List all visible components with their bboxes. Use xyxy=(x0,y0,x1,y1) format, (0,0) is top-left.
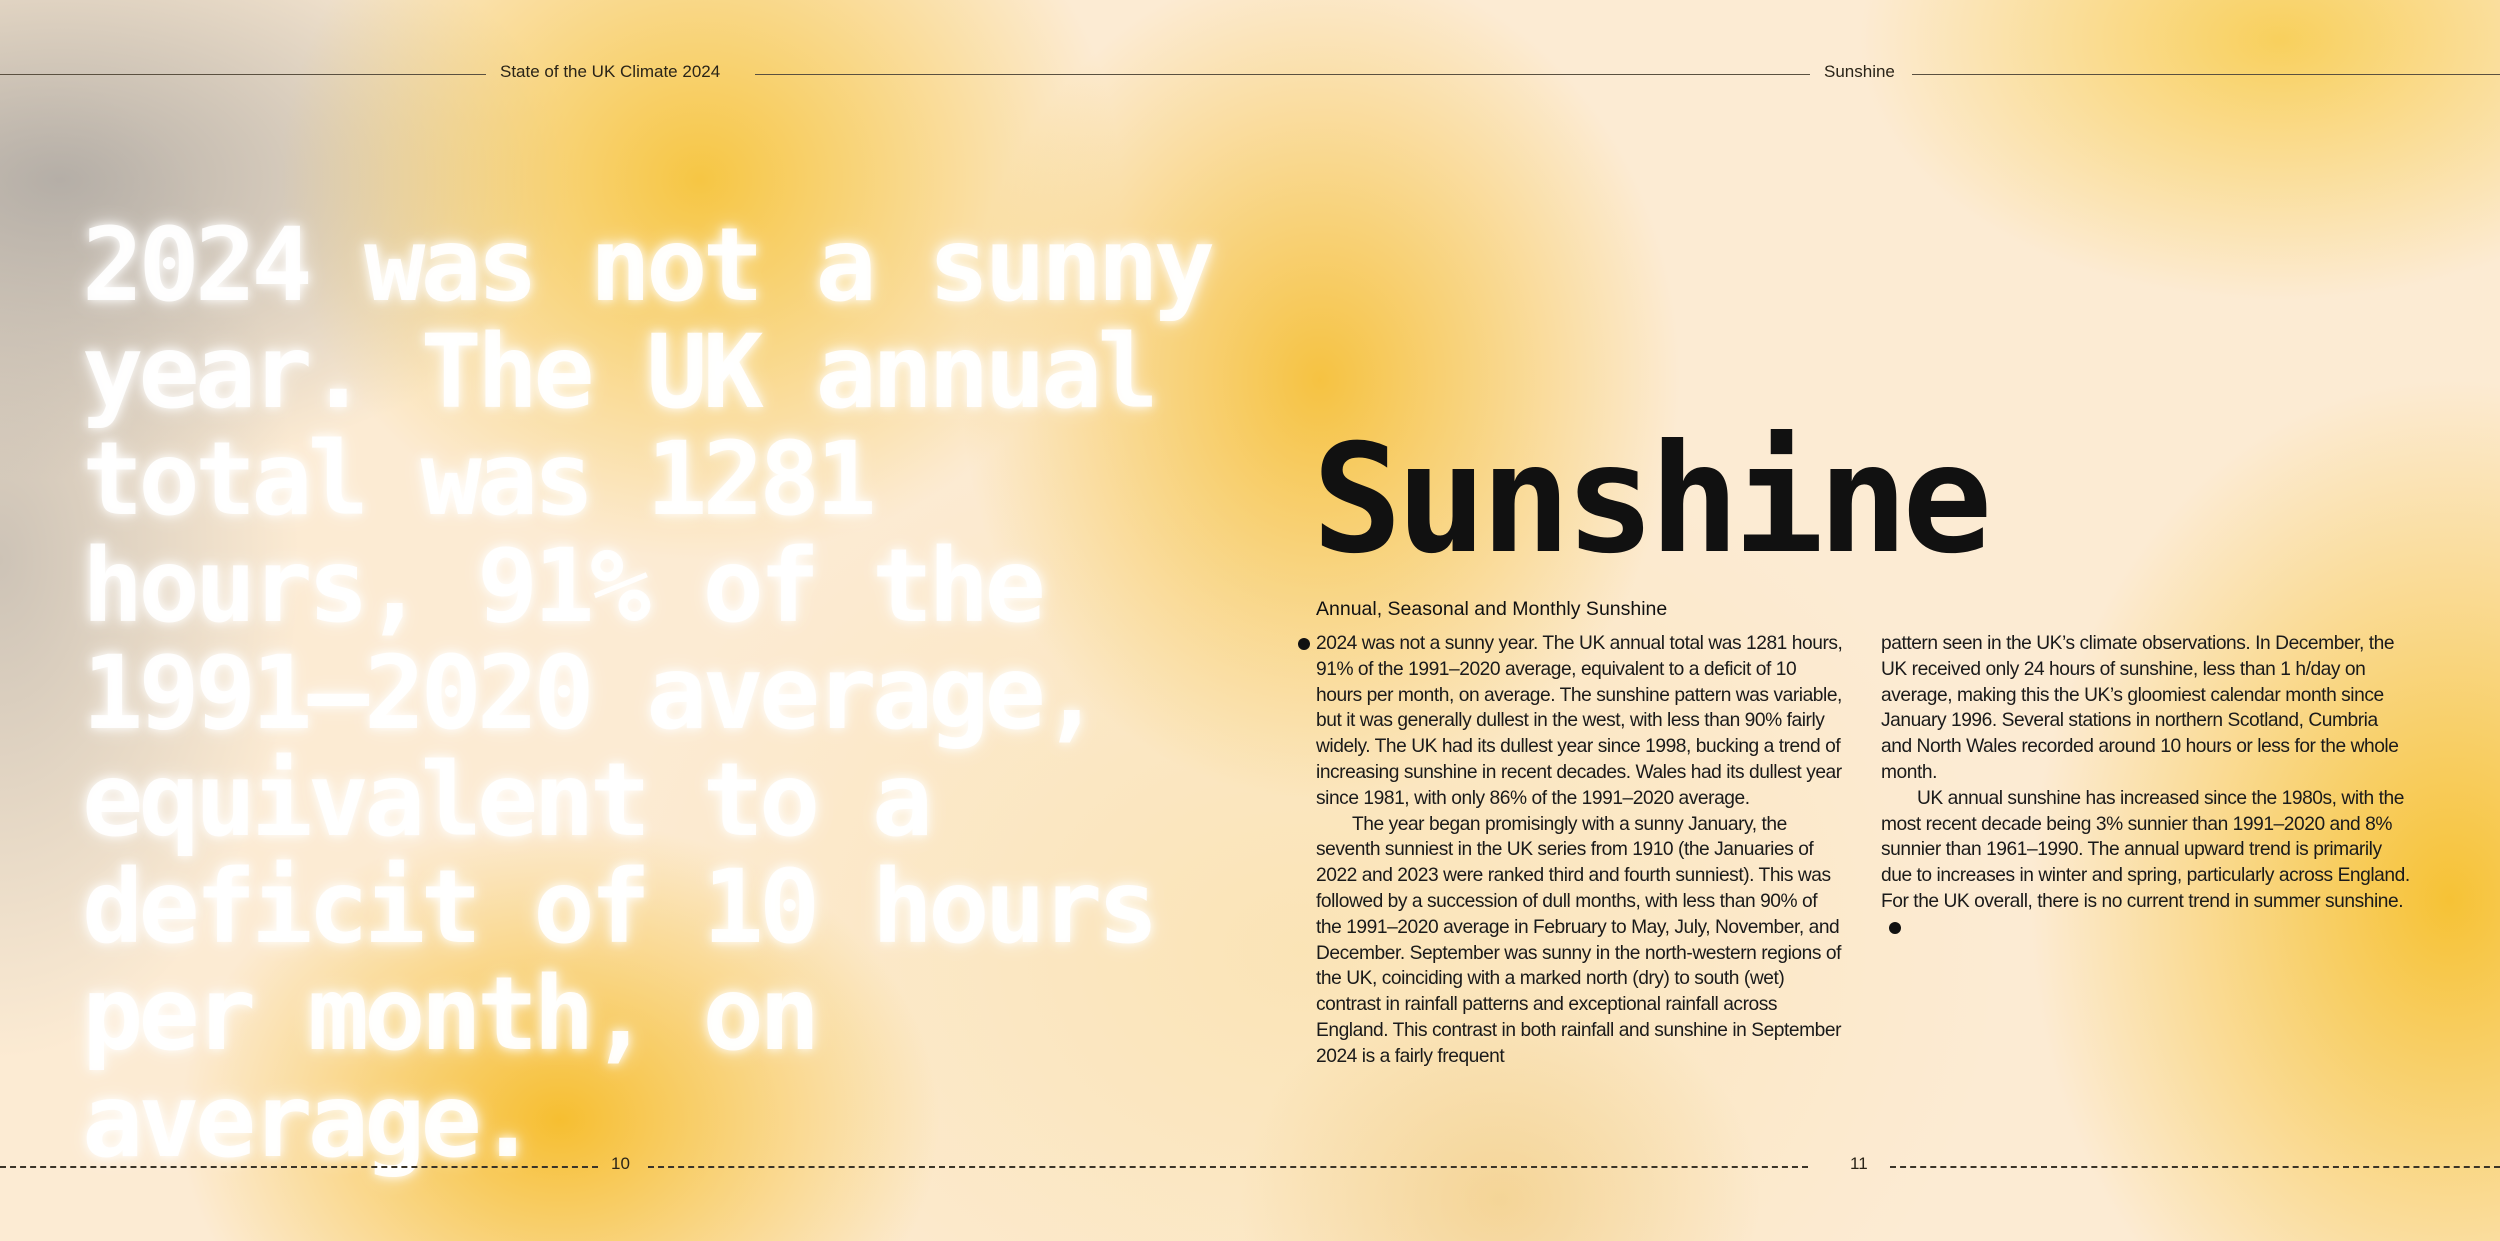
footer-rule-right xyxy=(1890,1166,2500,1168)
paragraph: pattern seen in the UK’s climate observations. In December, the UK received only 24 hours of sunshine, less than 1 h/day on average, making this the UK’s gloomiest calendar month since January 1996. Several stations in northern Scotland, Cumbria and North Wales recorded around 10 hours or less for the whole month. xyxy=(1881,633,2399,783)
paragraph: The year began promisingly with a sunny January, the seventh sunniest in the UK series from 1910 (the Januaries of 2022 and 2023 were ranked third and fourth sunniest). This was followed by a succession of dull months, with less than 90% of the 1991–2020 average in February to May, July, November, and December. September was sunny in the north-western regions of the UK, coinciding with a marked north (dry) to south (wet) contrast in rainfall patterns and exceptional rainfall across England. This contrast in both rainfall and sunshine in September 2024 is a fairly frequent xyxy=(1316,813,1842,1067)
pull-quote: 2024 was not a sunny year. The UK annual total was 1281 hours, 91% of the 1991–2020 average, equivalent to a deficit of 10 hours per month, on average. xyxy=(82,206,1211,1181)
page-number-right: 11 xyxy=(1850,1154,1868,1173)
paragraph-text: UK annual sunshine has increased since the 1980s, with the most recent decade being 3% sunnier than 1991–2020 and 8% sunnier than 1961–1990. The annual upward trend is primarily due to increases in winter and spring, particularly across England. For the UK overall, there is no current trend in summer sunshine. xyxy=(1881,787,2410,912)
paragraph xyxy=(1881,786,2411,941)
header-rule-left-a xyxy=(0,74,486,75)
end-bullet-icon xyxy=(1889,922,1901,934)
running-title: State of the UK Climate 2024 xyxy=(500,62,721,81)
header-rule-right xyxy=(1912,74,2500,75)
paragraph: 2024 was not a sunny year. The UK annual total was 1281 hours, 91% of the 1991–2020 average, equivalent to a deficit of 10 hours per month, on average. The sunshine pattern was variable, but it was generally dullest in the west, with less than 90% fairly widely. The UK had its dullest year since 1998, bucking a trend of increasing sunshine in recent decades. Wales had its dullest year since 1981, with only 86% of the 1991–2020 average. xyxy=(1316,633,1843,809)
text-column-1 xyxy=(1316,631,1846,1070)
page-number-left: 10 xyxy=(611,1154,630,1173)
start-bullet-icon xyxy=(1298,638,1310,650)
section-subheading: Annual, Seasonal and Monthly Sunshine xyxy=(1316,598,1668,620)
header-rule-middle xyxy=(755,74,1810,75)
text-column-2 xyxy=(1881,631,2411,941)
section-title: Sunshine xyxy=(1312,413,1987,587)
footer-rule-left xyxy=(0,1166,598,1168)
running-section: Sunshine xyxy=(1824,62,1895,81)
footer-rule-middle xyxy=(648,1166,1808,1168)
